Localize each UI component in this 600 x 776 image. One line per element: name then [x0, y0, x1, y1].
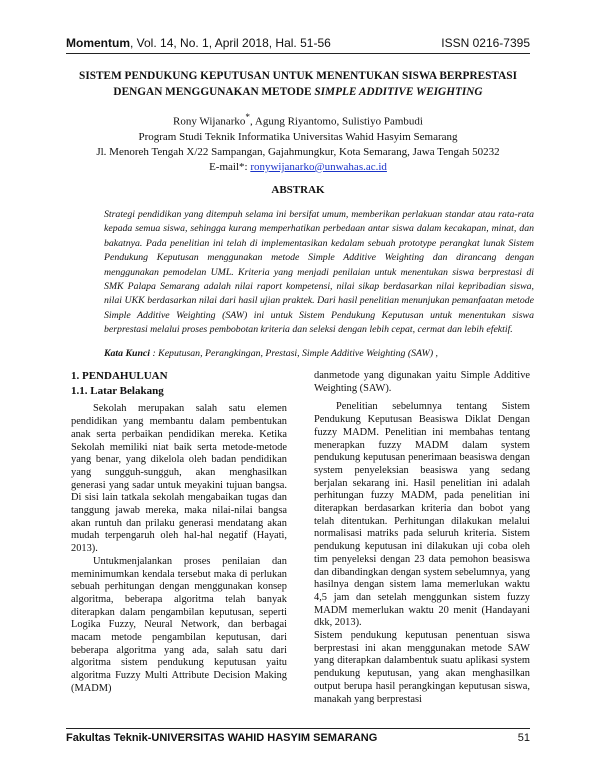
author-names	[66, 110, 530, 130]
left-paragraph-2: Untukmenjalankan proses penilaian dan meminimumkan kendala tersebut maka di perlukan sebuah perhitungan dengan menggunakan konsep algoritma, beberapa algoritma telah banyak diterapkan dalam pengambilan keputusan, seperti Logika Fuzzy, Neural Network, dan berbagai macam metode pengambilan keputusan, dari beberapa algoritma yang ada, salah satu dari algoritma sistem pendukung keputusan yaitu algoritma Fuzzy Multi Attribute Decision Making (MADM)	[71, 555, 287, 694]
author-block	[66, 110, 530, 175]
keywords	[104, 348, 534, 359]
subsection-heading: 1.1. Latar Belakang	[71, 384, 164, 397]
title-line-2	[66, 84, 530, 100]
author-name-corresponding: Rony Wijanarko	[173, 115, 246, 128]
author-email-line	[66, 160, 530, 175]
section-heading: 1. PENDAHULUAN	[71, 370, 168, 382]
journal-issue: , Vol. 14, No. 1, April 2018, Hal. 51-56	[130, 36, 331, 50]
left-column	[71, 370, 287, 696]
email-label: E-mail*:	[209, 160, 251, 173]
title-line-2-prefix: DENGAN MENGGUNAKAN METODE	[113, 86, 315, 98]
right-paragraph-2: Penelitian sebelumnya tentang Sistem Pendukung Keputusan Beasiswa Diklat Dengan fuzzy MADM. Penelitian ini membahas tentang menerapkan fuzzy MADM dalam system pendukung keputusan penerimaan beasiswa dengan system penyeleksian beasiswa yang sedang berjalan sekarang ini. Hasil penelitian ini adalah perhitungan fuzzy MADM, pada penelitian ini diterapkan berdasarkan kriteria dan bobot yang telah ditentukan. Perhitungan dilakukan melalui normalisasi matriks pada seluruh kriteria. Sistem pendukung keputusan ini dilakukan uji coba oleh tim penyeleksi dengan 23 data pemohon beasiswa dan dibandingkan dengan system sebelumnya, yang hasilnya dengan sistem lama memerlukan waktu 4,5 jam dan setelah menggunkan sistem fuzzy MADM memerlukan waktu 20 menit (Handayani dkk, 2013).	[314, 401, 530, 629]
paper-title	[66, 68, 530, 100]
running-header	[66, 32, 530, 54]
right-column	[314, 370, 530, 706]
page-number: 51	[517, 732, 530, 744]
abstract-heading: ABSTRAK	[271, 184, 325, 196]
author-names-rest: , Agung Riyantomo, Sulistiyo Pambudi	[249, 115, 423, 128]
right-paragraph-3: Sistem pendukung keputusan penentuan siswa berprestasi ini akan menggunakan metode SAW yang diterapkan dalambentuk suatu aplikasi system pendukung keputusan, yang akan menghasilkan output berupa hasil perangkingan keputusan siswa, manakah yang berprestasi	[314, 630, 530, 705]
right-paragraph-1: danmetode yang digunakan yaitu Simple Additive Weighting (SAW).	[314, 370, 530, 394]
issn: ISSN 0216-7395	[441, 36, 530, 50]
abstract-text: Strategi pendidikan yang ditempuh selama ini bersifat umum, memberikan perlakuan standar atau rata-rata kepada semua siswa, sehingga kurang memperhatikan perbedaan antar siswa dalam kecakapan, minat, dan bakatnya. Pada penelitian ini telah di implementasikan kedalam sebuah prototype perangkat lunak Sistem Pendukung Keputusan menggunakan metode Simple Additive Weighting dan dirancang dengan menggunakan pemodelan UML. Kriteria yang menjadi penilaian untuk menentukan siswa berprestasi di SMK Palapa Semarang adalah nilai raport kompetensi, nilai sikap berdasarkan nilai kepribadian siswa, nilai UKK berdasarkan nilai dari hasil ujian praktek. Dari hasil penelitian menunjukan pemanfaatan metode Simple Additive Weighting (SAW) ini untuk Sistem Pendukung Keputusan untuk menentukan siswa berprestasi melalui proses pembobotan kriteria dan seleksi dengan lebih cepat, cermat dan lebih efektif.	[104, 209, 534, 336]
running-footer	[66, 728, 530, 744]
title-line-2-italic: SIMPLE ADDITIVE WEIGHTING	[314, 86, 483, 98]
header-rule	[66, 53, 530, 54]
keywords-list: : Keputusan, Perangkingan, Prestasi, Simple Additive Weighting (SAW) ,	[150, 348, 438, 359]
journal-name: Momentum	[66, 36, 130, 50]
corresponding-mark: *	[245, 112, 250, 122]
footer-rule	[66, 728, 530, 729]
title-line-1: SISTEM PENDUKUNG KEPUTUSAN UNTUK MENENTUKAN SISWA BERPRESTASI	[79, 70, 517, 82]
journal-citation	[66, 36, 331, 50]
email-link[interactable]: ronywijanarko@unwahas.ac.id	[250, 160, 387, 173]
author-address: Jl. Menoreh Tengah X/22 Sampangan, Gajahmungkur, Kota Semarang, Jawa Tengah 50232	[96, 145, 500, 158]
left-paragraph-1: Sekolah merupakan salah satu elemen pendidikan yang membantu dalam pembentukan anak serta perbaikan pendidikan mereka. Ketika Sekolah memiliki niat baik serta metode-metode yang benar, yang dikelola oleh badan pendidikan yang sungguh-sungguh, akan menghasilkan generasi yang sadar untuk meyakini tujuan bangsa. Di sisi lain tatkala sekolah mengabaikan tugas dan tanggung jawab mereka, maka nilai-nilai bangsa akan runtuh dan prilaku generasi mendatang akan mudah terpengaruh oleh hal-hal negatif (Hayati, 2013).	[71, 403, 287, 555]
keywords-label: Kata Kunci	[104, 348, 151, 359]
author-affiliation: Program Studi Teknik Informatika Universitas Wahid Hasyim Semarang	[138, 130, 458, 143]
footer-institution: Fakultas Teknik-UNIVERSITAS WAHID HASYIM SEMARANG	[66, 732, 378, 744]
